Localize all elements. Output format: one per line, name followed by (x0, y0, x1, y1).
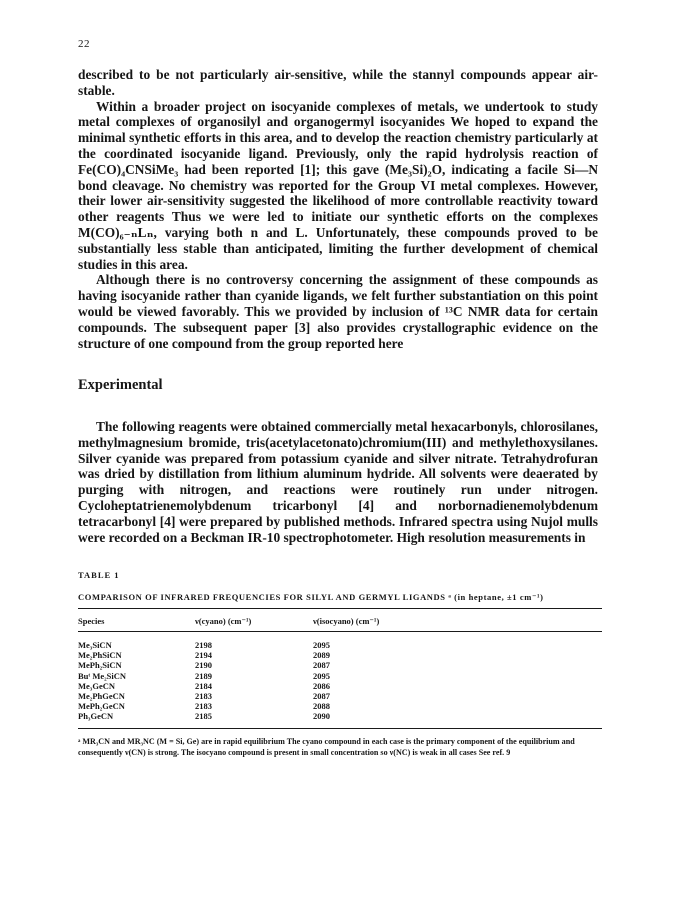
table-cell: 2089 (313, 650, 330, 661)
table-cell: 2095 (313, 640, 330, 650)
table-caption: COMPARISON OF INFRARED FREQUENCIES FOR SILYL AND GERMYL LIGANDS ᵃ (in heptane, ±1 cm⁻¹) (78, 592, 544, 602)
table-cell: 2184 (195, 680, 212, 691)
section-heading: Experimental (78, 377, 163, 393)
table-label: TABLE 1 (78, 570, 120, 580)
table-header-row (78, 609, 602, 627)
table-cell: MePh₂GeCN (78, 701, 125, 712)
table-cell: 2086 (313, 680, 330, 691)
table-row (78, 711, 602, 721)
experimental-text (78, 419, 598, 545)
table-cell: 2087 (313, 660, 330, 671)
page-number: 22 (78, 38, 90, 50)
table-row (78, 650, 602, 660)
table-row (78, 671, 602, 681)
table-cell: Me₃GeCN (78, 680, 116, 691)
table-cell: Ph₃GeCN (78, 711, 114, 722)
paragraph: Although there is no controversy concerning the assignment of these compounds as having isocyanide rather than cyanide ligands, we felt further substantiation on this point would be viewed favorably. This we provided by inclusion of ¹³C NMR data for certain compounds. The subsequent paper [3] also provides crystallographic evidence on the structure of one compound from the group reported here (78, 272, 598, 351)
table-cell: 2190 (195, 660, 212, 671)
table-cell: 2183 (195, 691, 212, 702)
table-cell: Me₃SiCN (78, 640, 112, 650)
table-cell: MePh₂SiCN (78, 660, 122, 671)
column-header: ν(cyano) (cm⁻¹) (195, 616, 252, 626)
table-cell: 2090 (313, 711, 330, 722)
table-row (78, 681, 602, 691)
table-cell: 2185 (195, 711, 212, 722)
table-body (78, 632, 602, 722)
table-row (78, 701, 602, 711)
column-header: Species (78, 616, 105, 626)
column-header: ν(isocyano) (cm⁻¹) (313, 616, 380, 626)
table-cell: 2194 (195, 650, 212, 661)
table-cell: 2095 (313, 670, 330, 681)
paragraph: described to be not particularly air-sensitive, while the stannyl compounds appear air-stable. (78, 67, 598, 98)
table-cell: 2087 (313, 691, 330, 702)
table-cell: Me₂PhGeCN (78, 691, 125, 702)
table-cell: Me₂PhSiCN (78, 650, 122, 661)
paragraph: The following reagents were obtained commercially metal hexacarbonyls, chlorosilanes, methylmagnesium bromide, tris(acetylacetonato)chromium(III) and methylethoxysilanes. Silver cyanide was prepared from potassium cyanide and silver nitrate. Tetrahydrofuran was dried by distillation from lithium aluminum hydride. All solvents were deaerated by purging with nitrogen, and reactions were routinely run under nitrogen. Cycloheptatrienemolybdenum tricarbonyl [4] and norbornadienemolybdenum tetracarbonyl [4] were prepared by published methods. Infrared spectra using Nujol mulls were recorded on a Beckman IR-10 spectrophotometer. High resolution measurements in (78, 419, 598, 545)
table-cell: 2189 (195, 670, 212, 681)
table-cell: 2183 (195, 701, 212, 712)
table-row (78, 691, 602, 701)
paragraph: Within a broader project on isocyanide complexes of metals, we undertook to study metal complexes of organosilyl and organogermyl isocyanides We hoped to expand the minimal synthetic efforts in this area, and to develop the reaction chemistry particularly at the coordinated isocyanide ligand. Previously, only the rapid hydrolysis reaction of Fe(CO)₄CNSiMe₃ had been reported [1]; this gave (Me₃Si)₂O, indicating a facile Si—N bond cleavage. No chemistry was reported for the Group VI metal complexes. However, their lower air-sensitivity suggested the likelihood of more controllable reactivity toward other reagents Thus we were led to initiate our synthetic efforts on the complexes M(CO)₆₋ₙLₙ, varying both n and L. Unfortunately, these compounds proved to be substantially less stable than anticipated, limiting the further development of chemical studies in this area. (78, 98, 598, 272)
table-cell: 2088 (313, 701, 330, 712)
introduction-text (78, 67, 598, 351)
table-footnote: ᵃ MR₃CN and MR₃NC (M = Si, Ge) are in rapid equilibrium The cyano compound in each case is the primary component of the equilibrium and consequently ν(CN) is strong. The isocyano compound is present in small concentration so ν(NC) is weak in all cases See ref. 9 (78, 736, 575, 757)
table-cell: Buᵗ Me₂SiCN (78, 670, 127, 681)
table-rule (78, 728, 602, 729)
table-row (78, 640, 602, 650)
table-cell: 2198 (195, 640, 212, 650)
table-1 (78, 570, 602, 758)
table-row (78, 660, 602, 670)
